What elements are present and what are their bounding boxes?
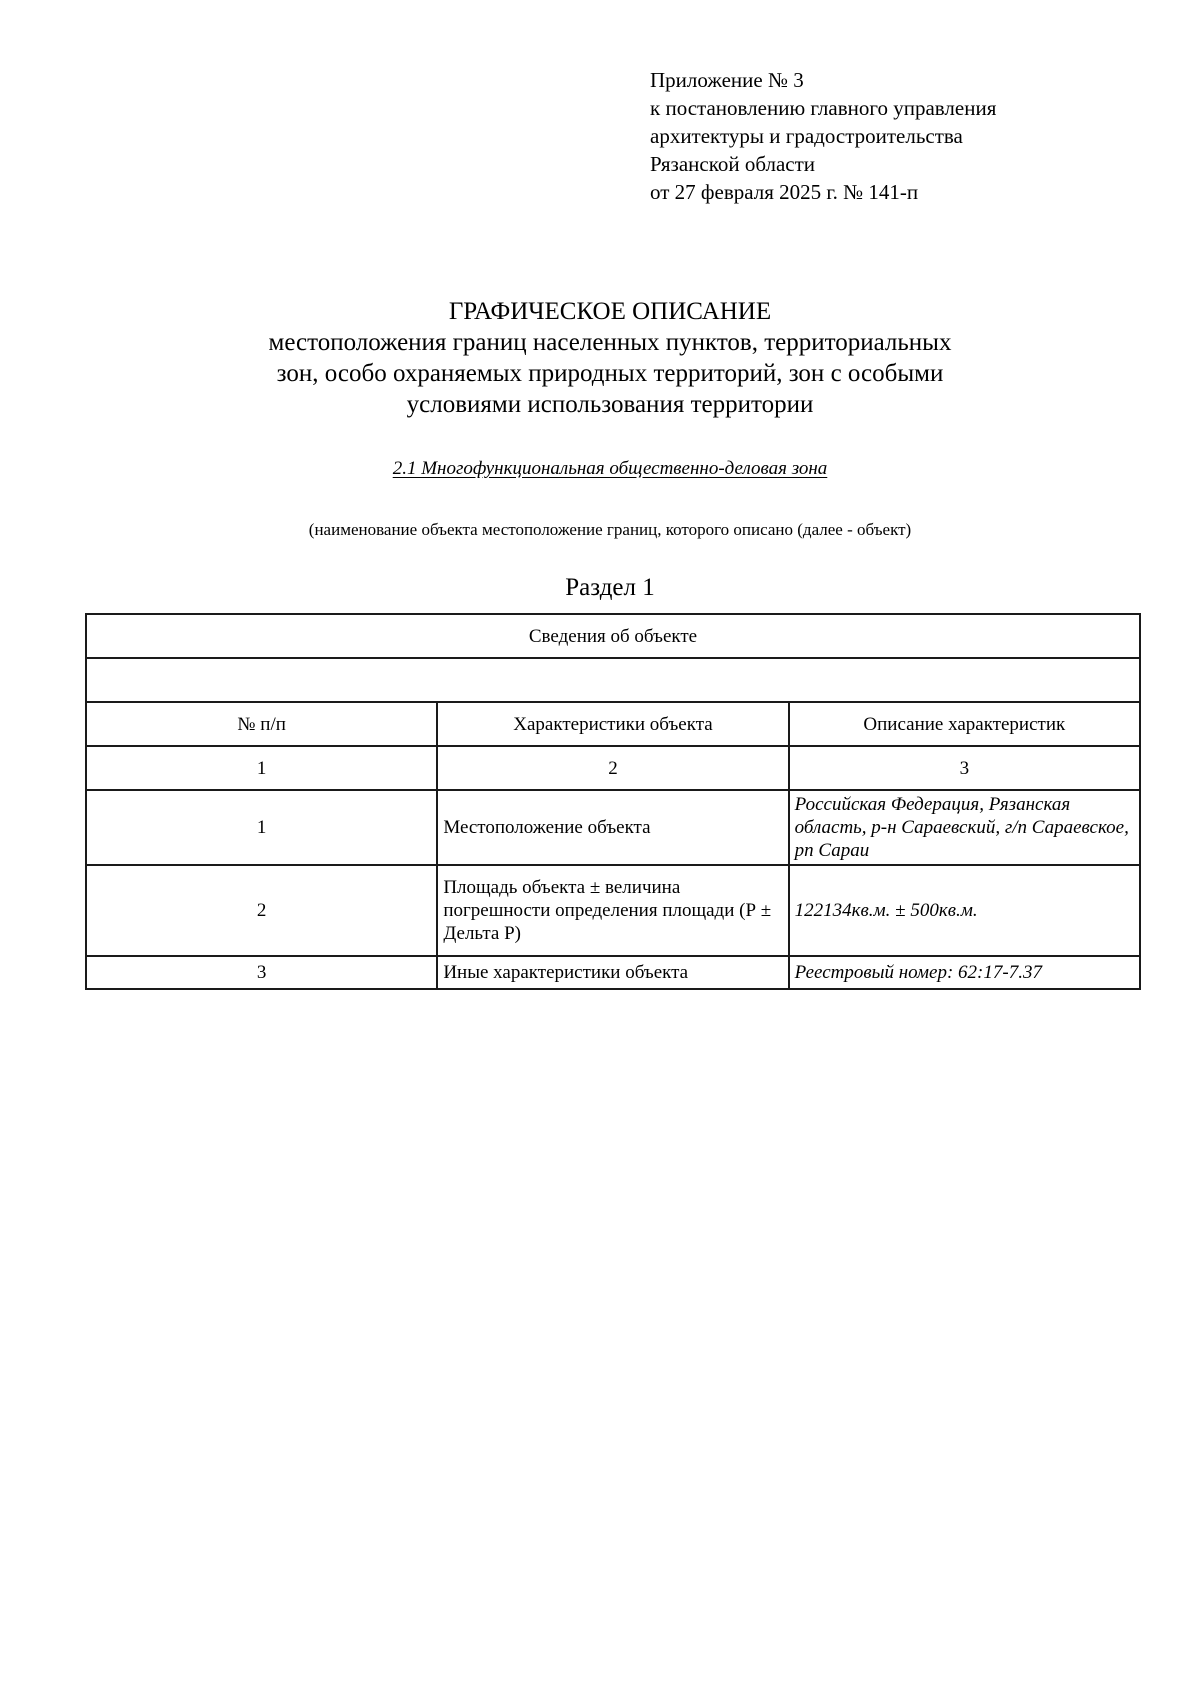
document-title bbox=[0, 296, 1200, 420]
object-info-table bbox=[85, 613, 1141, 990]
table-caption: Сведения об объекте bbox=[86, 614, 1140, 658]
row-number: 3 bbox=[86, 956, 437, 989]
row-number: 1 bbox=[86, 790, 437, 865]
table-row bbox=[86, 956, 1140, 989]
appendix-line: от 27 февраля 2025 г. № 141-п bbox=[650, 180, 919, 204]
row-characteristic: Местоположение объекта bbox=[437, 790, 788, 865]
row-characteristic: Иные характеристики объекта bbox=[437, 956, 788, 989]
table-empty-cell bbox=[86, 658, 1140, 702]
table-column-number-row bbox=[86, 746, 1140, 790]
row-description: Российская Федерация, Рязанская область, р-н Сараевский, г/п Сараевское, рп Сараи bbox=[789, 790, 1140, 865]
appendix-line: к постановлению главного управления bbox=[650, 96, 997, 120]
row-number: 2 bbox=[86, 865, 437, 956]
appendix-block bbox=[650, 66, 996, 206]
zone-name: 2.1 Многофункциональная общественно-деловая зона bbox=[392, 458, 828, 479]
section-title: Раздел 1 bbox=[565, 574, 655, 601]
row-characteristic: Площадь объекта ± величина погрешности определения площади (Р ± Дельта Р) bbox=[437, 865, 788, 956]
row-description: Реестровый номер: 62:17-7.37 bbox=[789, 956, 1140, 989]
appendix-line: Рязанской области bbox=[650, 152, 816, 176]
title-line: зон, особо охраняемых природных территорий, зон с особыми bbox=[276, 360, 944, 387]
zone-caption: (наименование объекта местоположение границ, которого описано (далее - объект) bbox=[308, 520, 912, 539]
table-header-row bbox=[86, 702, 1140, 746]
table-empty-row bbox=[86, 658, 1140, 702]
header-number: № п/п bbox=[86, 702, 437, 746]
table-caption-row bbox=[86, 614, 1140, 658]
title-line: условиями использования территории bbox=[406, 391, 814, 418]
column-number: 1 bbox=[86, 746, 437, 790]
header-description: Описание характеристик bbox=[789, 702, 1140, 746]
row-description: 122134кв.м. ± 500кв.м. bbox=[789, 865, 1140, 956]
header-characteristic: Характеристики объекта bbox=[437, 702, 788, 746]
table-row bbox=[86, 865, 1140, 956]
column-number: 3 bbox=[789, 746, 1140, 790]
appendix-line: архитектуры и градостроительства bbox=[650, 124, 963, 148]
appendix-line: Приложение № 3 bbox=[650, 68, 804, 92]
title-line: местоположения границ населенных пунктов, территориальных bbox=[268, 329, 952, 356]
column-number: 2 bbox=[437, 746, 788, 790]
title-heading: ГРАФИЧЕСКОЕ ОПИСАНИЕ bbox=[448, 298, 772, 325]
table-row bbox=[86, 790, 1140, 865]
